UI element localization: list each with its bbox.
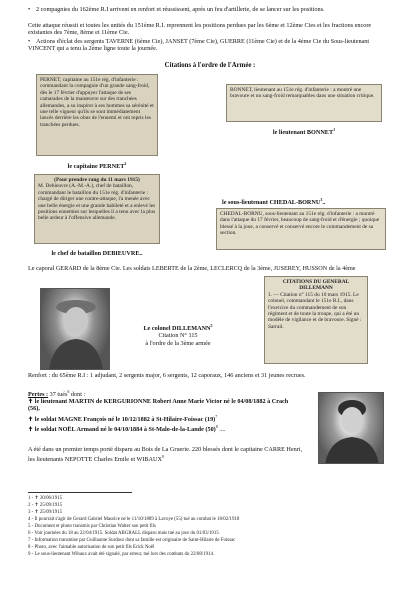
footnote-6: 6 - Voir journées du 18 au 22/04/1915. Soldat ABGRALL disparu mais tué au jour du 01/03/1915 <box>28 531 219 536</box>
caption-pernet: le capitaine PERNET$^2$ <box>67 161 127 171</box>
gerard-line: Le caporal GERARD de la 8ème Cie. Les soldats LEBERTE de la 2ème, LECLERCQ de la 3ème, JUSEREY, HUSSON de la 4ème <box>28 265 356 272</box>
footnote-2: 2 - ✝ 25/09/1915 <box>28 503 63 508</box>
clipping-dillemann-header: CITATIONS DU GENERAL DILLEMANN <box>282 279 350 292</box>
pertes-value: 37 tués <box>49 391 68 399</box>
clipping-chedal-text: CHEDAL-BORNU, sous-lieutenant au 151e rég. d'infanterie : a montré dans l'attaque du 17 février, beaucoup de sang-froid et d'énergie ; quoique blessé à la joue, a conservé et conservé encore le commandement de sa section. <box>220 211 380 237</box>
newspaper-clipping-bonnet <box>226 84 382 122</box>
intro-bullet-2 <box>28 38 390 53</box>
casualty-list <box>28 398 300 434</box>
caption-debieuvre: le chef de bataillon DEBIEUVRE.. <box>51 250 143 257</box>
renfort-paragraph: Renfort : du 65ème R.I : 1 adjudant, 2 sergents major, 6 sergents, 12 caporaux, 146 anciens et 31 jeunes recrues. <box>28 372 306 379</box>
bullet-icon: • <box>28 38 31 45</box>
cross-icon: ✝ <box>28 426 35 434</box>
footnote-9: 9 - Le sous-lieutenant Wibaux avait été signalé, par erreur, tué lors des combats du 22/08/1914. <box>28 552 215 557</box>
footnote-1: 1 - ✝ 30/06/1915 <box>28 496 63 501</box>
pertes-label: Pertes : <box>28 391 49 399</box>
newspaper-clipping-dillemann <box>264 276 368 364</box>
newspaper-clipping-chedal <box>216 208 386 250</box>
portrait-photo-dillemann <box>40 288 110 370</box>
caption-bonnet: le lieutenant BONNET$^1$ <box>272 127 336 137</box>
newspaper-clipping-pernet <box>36 74 158 156</box>
cross-icon: ✝ <box>28 398 35 405</box>
intro-bullet-1 <box>28 6 390 13</box>
clipping-pernet-text: PERNET, capitaine au 151e rég. d'infanterie : commandant la compagnie d'un grande sang-froid, dès le 17 février d'appuyer l'attaque de ses camarades de la manœuvre sur des tranchées allemandes, a su inspirer à ses hommes sa sérénité et une telle vigueur qu'ils se sont immédiatement lancés derrière les obus de l'ennemi et ont repris les tranchées perdues. <box>40 77 154 128</box>
portrait-silhouette-icon <box>319 393 384 464</box>
footnote-8: 8 - Photo, avec l'aimable autorisation de son petit fils Erick Noël <box>28 545 155 550</box>
intro-paragraph: Cette attaque réussit et toutes les unités du 151ème R.I. reprennent les positions perdues par les 6ème et 12ème Cies et les fractions encore existantes des 7ème, 8ème et 11ème Cie. <box>28 22 372 37</box>
cross-icon: ✝ <box>28 415 35 423</box>
portrait-photo-noel <box>318 392 384 464</box>
pertes-tail: dont : <box>70 391 86 399</box>
casualty-item: ✝ le soldat MAGNE François né le 10/12/1882 à St-Hilaire-Foissac $(19)^7$ <box>28 413 218 423</box>
caption-dillemann: Le colonel DILLEMANN$^5$ <box>143 323 213 333</box>
intro-bullet-1-text: 2 compagnies du 162ème R.I arrivent en renfort et réussissent, après un feu d'artillerie, de se lancer sur les positions. <box>36 6 325 13</box>
caption-chedal: le sous-lieutenant CHEDAL-BORNU$^3$.. <box>222 197 326 207</box>
clipping-dillemann-text: 1. — Citation n° 115 du 10 mars 1915. Le colonel, commandant le 151e R.I., dans l'exercice du commandement de son régiment et de toute la troupe, qui a été un modèle de vigilance et de bravoure. Signé : Sarrail. <box>268 291 362 330</box>
citations-title: Citations à l'ordre de l'Armée : <box>164 62 256 69</box>
closing-paragraph: A été dans un premier temps porté disparu au Bois de La Gruerie. 220 blessés dont le capitaine CARRE Henri, les lieutenants NEPOTTE Charles Emile et WIBAUX$^9$ <box>28 446 303 464</box>
footnote-divider <box>28 492 132 493</box>
dillemann-citation-number: Citation N° 115 <box>158 332 198 340</box>
casualty-item: ✝ le soldat NOËL Armand né le 04/10/1884 à St-Malo-de-la-Lande $(50)^8$ .... <box>28 424 226 434</box>
casualty-item: ✝ le lieutenant MARTIN de KERGURIONNE Robert Anne Marie Victor né le 04/08/1882 à Crach (56), <box>28 398 289 413</box>
footnote-4: 4 - Il pourrait s'agir de Gerard Gabriel Maurice né le 11/10/1889 à Lavoye (55) tué au combat le 18/02/1918 <box>28 517 240 522</box>
clipping-debieuvre-text: M. Debieuvre (A.-M.-A.), chef de bataillon, commandant le bataillon du 151e rég. d'infanterie : chargé de diriger une contre-attaque, l'a menée avec une belle énergie et une grande habileté et a enlevé les positions ennemies sur lesquelles il a tenu avec la plus belle ardeur à l'offensive allemande. <box>38 183 156 222</box>
intro-bullet-2-text: Actions d'éclat des sergents TAVERNE (6ème Cie), JANSET (7ème Cie), GUERRE (11ème Cie) et de la 4ème Cie du Sous-lieutenant VINCENT qui a tenu la 2ème ligne toute la journée. <box>28 38 370 53</box>
dillemann-caption-block <box>118 322 238 347</box>
dillemann-ordre: à l'ordre de la 3ème armée <box>145 339 211 347</box>
footnote-7: 7 - Information transmise par Guillaume Surdour dont sa famille est originaire de Saint-Hilaire de Foissac <box>28 538 236 543</box>
footnote-5: 5 - Document et photo transmis par Christian Walter son petit fils <box>28 524 156 529</box>
pertes-line: Pertes : 37 tués$^6$ dont : <box>28 389 86 399</box>
portrait-silhouette-icon <box>41 289 110 370</box>
footnote-3: 3 - ✝ 25/09/1915 <box>28 510 63 515</box>
clipping-debieuvre-header: (Pour prendre rang du 11 mars 1915) <box>54 177 140 183</box>
bullet-icon: • <box>28 6 31 13</box>
newspaper-clipping-debieuvre <box>34 174 160 244</box>
clipping-bonnet-text: BONNET, lieutenant au 151e rég. d'infanterie : a montré une bravoure et un sang-froid remarquables dans une situation critique. <box>230 87 375 100</box>
